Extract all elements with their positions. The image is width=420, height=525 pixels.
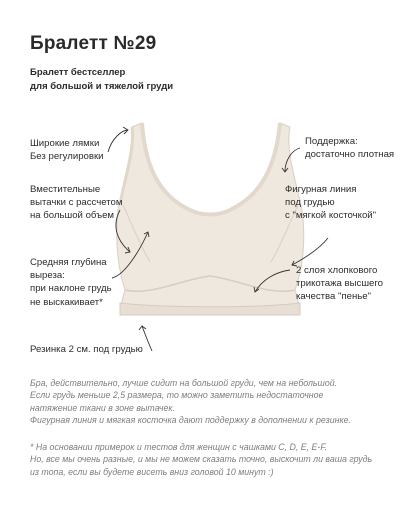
arrow-elastic <box>142 326 152 351</box>
callout-line: при наклоне грудь <box>30 283 112 295</box>
subtitle-line: Бралетт бестселлер <box>30 67 126 78</box>
callout-line: Фигурная линия <box>285 184 357 195</box>
callout-support <box>305 135 394 161</box>
note-line: Если грудь меньше 2,5 размера, то можно заметить недостаточное <box>30 390 324 401</box>
note-line: натяжение ткани в зоне вытачек. <box>30 402 175 413</box>
callout-underbust <box>285 183 376 223</box>
note-line: * На основании примерок и тестов для женщин с чашками C, D, E, E-F. <box>30 442 328 452</box>
product-title: Бралетт №29 <box>30 33 157 54</box>
callout-line: достаточно плотная <box>305 149 395 161</box>
footnote <box>30 441 372 478</box>
bralette-garment <box>117 123 304 315</box>
callout-line: Средняя глубина <box>30 257 107 268</box>
callout-line: 2 слоя хлопкового <box>296 265 378 276</box>
callout-elastic <box>30 343 143 356</box>
callout-line: Вместительные <box>30 184 101 195</box>
note-line: Фигурная линия и мягкая косточка дают поддержку в дополнении к резинке. <box>30 415 351 426</box>
fit-note <box>30 377 351 427</box>
callout-line: на большой объем <box>30 210 115 222</box>
callout-line: под грудью <box>285 197 335 209</box>
callout-line: Широкие лямки <box>30 138 100 149</box>
note-line: Бра, действительно, лучше сидит на большой груди, чем на небольшой. <box>30 378 338 388</box>
callout-line: Поддержка: <box>305 136 358 147</box>
callout-line: с "мягкой косточкой" <box>285 210 377 222</box>
callout-line: выреза: <box>30 270 65 282</box>
callout-line: вытачки с рассчетом <box>30 197 123 209</box>
callout-line: Резинка 2 см. под грудью <box>30 344 143 355</box>
callout-neckline <box>30 256 112 309</box>
callout-straps <box>30 137 104 163</box>
note-line: Но, все мы очень разные, и мы не можем сказать точно, выскочит ли ваша грудь <box>30 454 373 465</box>
subtitle-line: для большой и тяжелой груди <box>30 81 174 92</box>
callout-line: трикотажа высшего <box>296 278 384 290</box>
callout-darts <box>30 183 122 223</box>
note-line: из топа, если вы будете висеть вниз головой 10 минут :) <box>30 466 274 477</box>
callout-line: Без регулировки <box>30 151 104 163</box>
callout-fabric <box>296 264 383 304</box>
callout-line: качества "пенье" <box>296 291 372 303</box>
callout-line: не выскакивает* <box>30 296 103 308</box>
